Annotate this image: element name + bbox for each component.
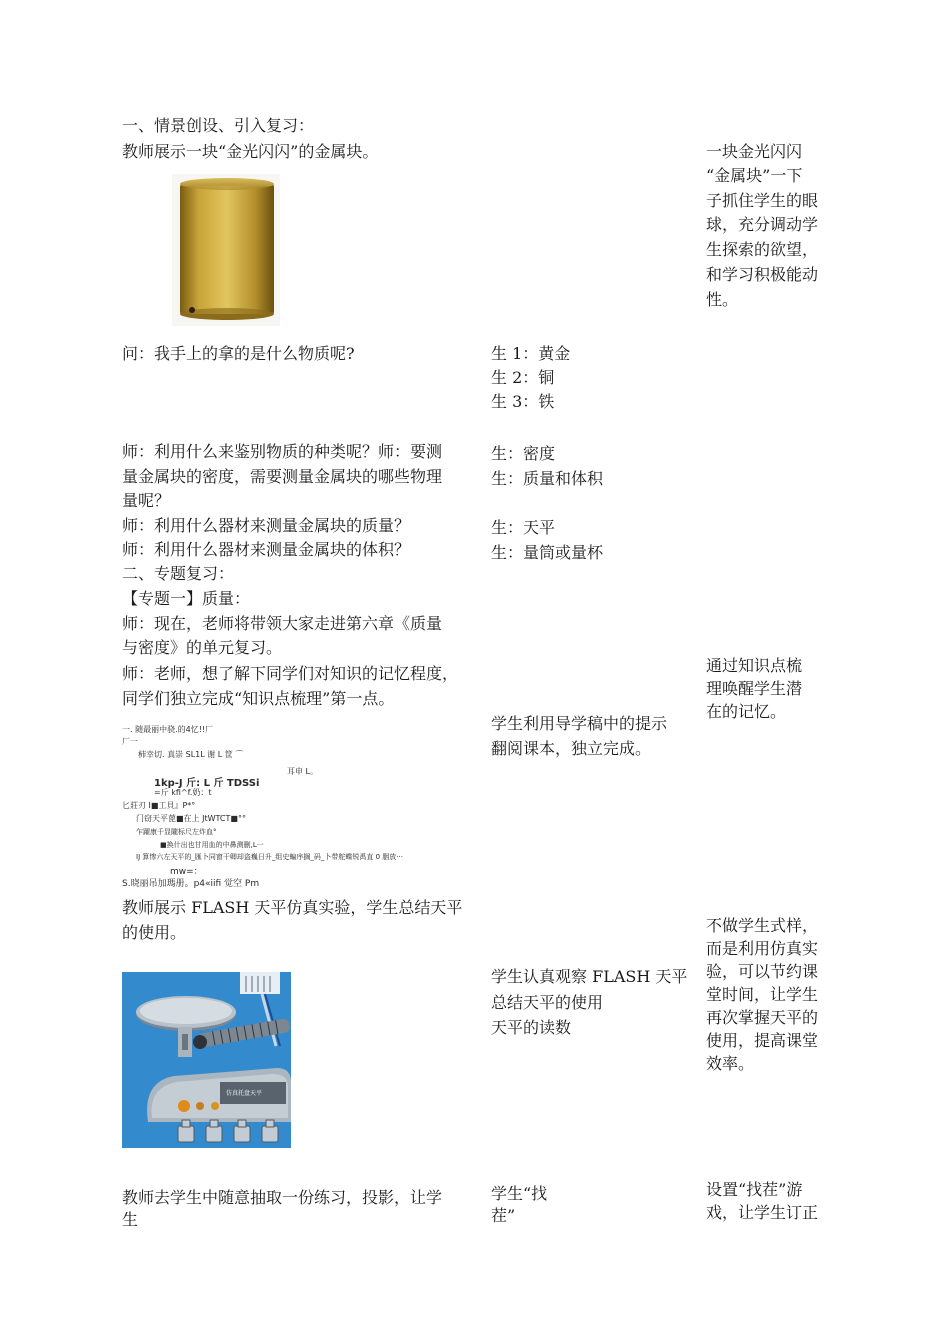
text-line: 教师去学生中随意抽取一份练习，投影，让学 (122, 1188, 443, 1207)
note-line: 效率。 (706, 1054, 755, 1073)
note-line: 验，可以节约课 (706, 962, 819, 981)
scan-line: mw=： (170, 867, 203, 877)
student-activity: 茬” (491, 1206, 516, 1225)
gold-metal-block-image (172, 174, 280, 326)
scan-line: 耳申 L。 (287, 767, 318, 776)
scan-line: ■换什出也甘用血的中鼻测删,L一 (160, 841, 264, 849)
scan-line: 门窃天平蓖■在上 JtWTCT■°° (136, 814, 246, 823)
text-line: 师：利用什么来鉴别物质的种类呢？师：要测 (122, 442, 443, 461)
student-activity: 翻阅课本，独立完成。 (491, 739, 652, 758)
scan-line: IJ 算惨六左天平的_匯卜同窗干卿却盗巍日升_组史蝙序搁_码_卜带舵蝶锐禹直 0 胭放··· (136, 853, 403, 861)
question-material: 问：我手上的拿的是什么物质呢? (122, 344, 355, 363)
section-2-heading: 二、专题复习： (122, 564, 235, 583)
topic-heading: 【专题一】质量： (122, 589, 251, 608)
scan-line: 柿幸切. 真崇 SL1L 谢 L 筐 ⌒ (138, 750, 244, 759)
scanned-worksheet (122, 724, 452, 889)
note-line: 不做学生式样， (706, 916, 819, 935)
note-line: 子抓住学生的眼 (706, 191, 819, 210)
text-line: 生 (122, 1210, 139, 1229)
text-line: 教师展示 FLASH 天平仿真实验，学生总结天平 (122, 898, 463, 917)
section-1-heading: 一、情景创设、引入复习： (122, 116, 315, 135)
student-answer: 生：量筒或量杯 (491, 543, 604, 562)
student-answer: 生：密度 (491, 444, 556, 463)
flash-balance-simulation-image (122, 972, 291, 1148)
scan-line: 1kp-J 斤: L 斤 TDSSi (154, 778, 260, 789)
student-answer: 生 3：铁 (491, 392, 555, 411)
text-line: 师：老师，想了解下同学们对知识的记忆程度， (122, 664, 459, 683)
student-activity: 总结天平的使用 (491, 993, 604, 1012)
student-activity: 天平的读数 (491, 1018, 572, 1037)
note-line: 戏，让学生订正 (706, 1203, 819, 1222)
student-answer: 生：质量和体积 (491, 469, 604, 488)
student-answer: 生：天平 (491, 518, 556, 537)
note-line: 性。 (706, 290, 739, 309)
note-line: 和学习积极能动 (706, 265, 819, 284)
scan-line: 乍躍康千显隴标尺左炸血° (136, 828, 217, 836)
note-line: 使用，提高课堂 (706, 1031, 819, 1050)
question-mass-tool: 师：利用什么器材来测量金属块的质量？ (122, 516, 411, 535)
note-line: 通过知识点梳 (706, 656, 803, 675)
student-activity: 学生认真观察 FLASH 天平 (491, 967, 688, 986)
note-line: 球，充分调动学 (706, 215, 819, 234)
note-line: 一块金光闪闪 (706, 142, 803, 161)
student-activity: 学生“找 (491, 1184, 548, 1203)
question-volume-tool: 师：利用什么器材来测量金属块的体积？ (122, 540, 411, 559)
scan-line: =斤 kfi^f.奶：t (154, 788, 212, 797)
note-line: 设置“找茬”游 (706, 1180, 803, 1199)
student-answer: 生 2：铜 (491, 368, 555, 387)
student-answer: 生 1：黄金 (491, 344, 571, 363)
simulation-label: 仿真托盘天平 (226, 1090, 263, 1097)
text-line: 量金属块的密度，需要测量金属块的哪些物理 (122, 467, 443, 486)
note-line: “金属块”一下 (706, 166, 803, 185)
teacher-intro-text: 教师展示一块“金光闪闪”的金属块。 (122, 142, 379, 161)
note-line: 理唤醒学生潜 (706, 679, 803, 698)
note-line: 而是利用仿真实 (706, 939, 819, 958)
student-activity: 学生利用导学稿中的提示 (491, 714, 668, 733)
text-line: 的使用。 (122, 923, 187, 942)
scan-line: 一. 随最丽中骁.的4忆!!厂 (122, 725, 214, 734)
note-line: 堂时间，让学生 (706, 985, 819, 1004)
scan-line: 匕莊刃 I■工貝』P*° (122, 801, 196, 810)
scan-line: 厂一 (122, 737, 138, 746)
note-line: 生探索的欲望， (706, 240, 819, 259)
note-line: 在的记忆。 (706, 702, 787, 721)
text-line: 与密度》的单元复习。 (122, 638, 283, 657)
text-line: 同学们独立完成“知识点梳理”第一点。 (122, 689, 395, 708)
note-line: 再次掌握天平的 (706, 1008, 819, 1027)
text-line: 量呢？ (122, 491, 171, 510)
text-line: 师：现在，老师将带领大家走进第六章《质量 (122, 614, 443, 633)
scan-line: S.晓丽吊加瑪册。p4«iifi 觉空 Pm (122, 879, 260, 889)
